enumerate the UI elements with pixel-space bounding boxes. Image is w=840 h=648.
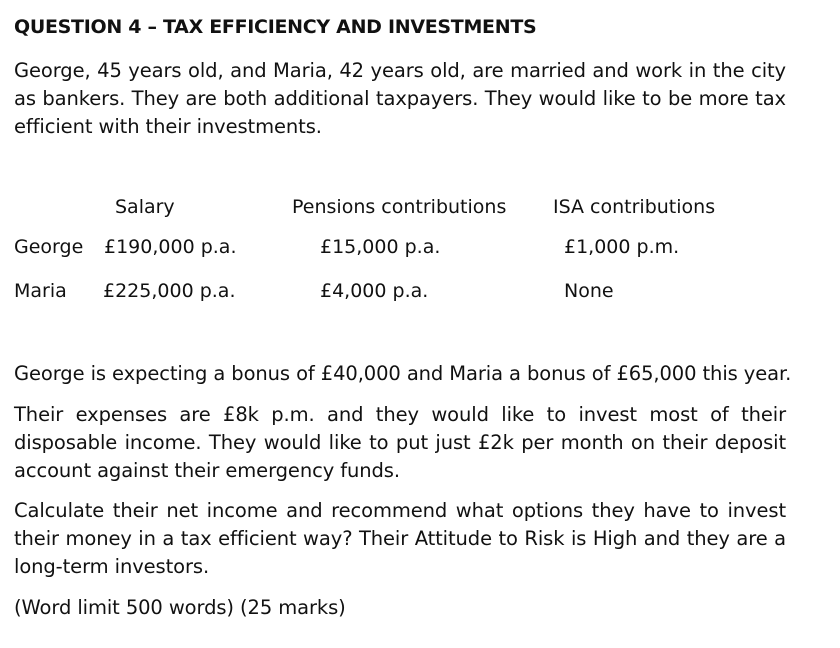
table-cell-salary: £190,000 p.a. (104, 236, 237, 258)
table-cell-isa: None (564, 280, 614, 302)
table-header-salary: Salary (115, 196, 175, 218)
table-cell-salary: £225,000 p.a. (103, 280, 236, 302)
table-cell-pensions: £4,000 p.a. (320, 280, 429, 302)
intro-paragraph: George, 45 years old, and Maria, 42 years old, are married and work in the city as bankers. They are both additional taxpayers. They would like to be more tax efficient with their investments. (14, 59, 786, 138)
table-cell-pensions: £15,000 p.a. (320, 236, 441, 258)
table-header-pensions: Pensions contributions (292, 196, 507, 218)
task-paragraph: Calculate their net income and recommend what options they have to invest their money in a tax efficient way? Their Attitude to Risk is High and they are a long-term investors. (14, 499, 786, 578)
table-cell-isa: £1,000 p.m. (564, 236, 680, 258)
table-row-name: Maria (14, 280, 67, 302)
question-title: QUESTION 4 – TAX EFFICIENCY AND INVESTMENTS (14, 16, 537, 38)
bonus-paragraph: George is expecting a bonus of £40,000 and Maria a bonus of £65,000 this year. (14, 362, 792, 385)
word-limit-note: (Word limit 500 words) (25 marks) (14, 596, 346, 619)
table-header-isa: ISA contributions (553, 196, 716, 218)
expenses-paragraph: Their expenses are £8k p.m. and they would like to invest most of their disposable income. They would like to put just £2k per month on their deposit account against their emergency funds. (14, 403, 786, 482)
table-row-name: George (14, 236, 84, 258)
